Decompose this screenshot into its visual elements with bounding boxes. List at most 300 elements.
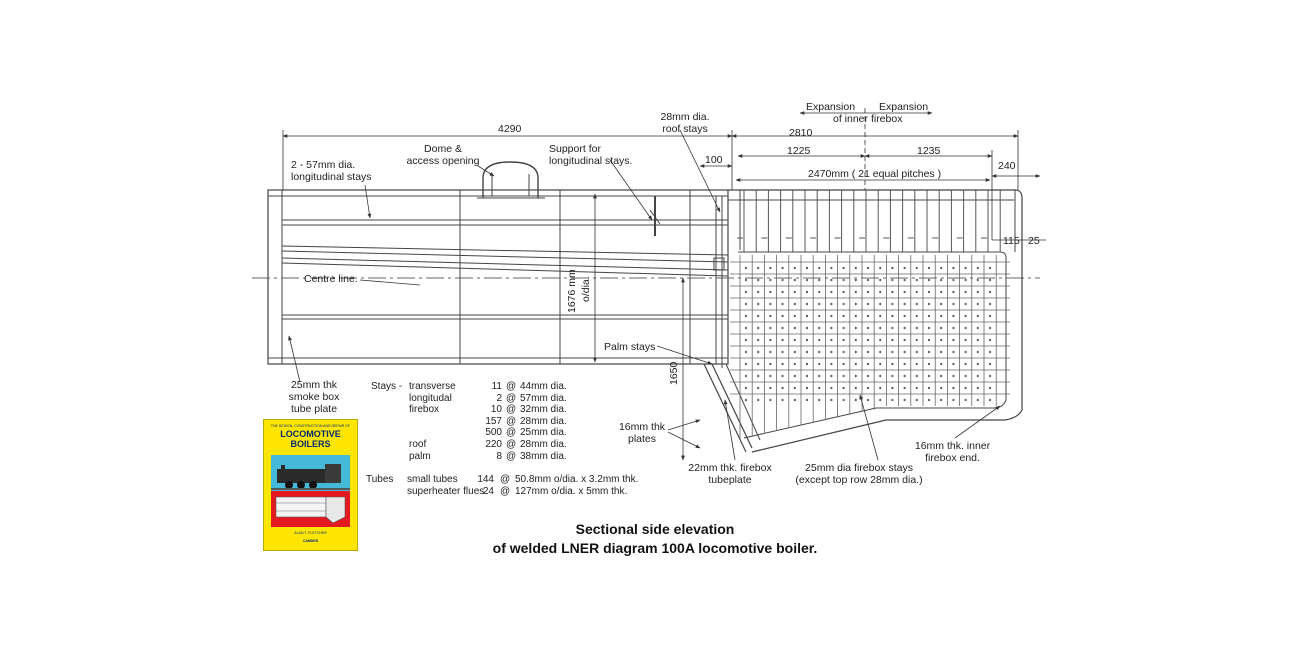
stays-row bbox=[408, 416, 608, 428]
stay-head bbox=[855, 399, 857, 401]
stay-head bbox=[806, 291, 808, 293]
stay-head bbox=[989, 279, 991, 281]
stay-head bbox=[891, 303, 893, 305]
stay-head bbox=[830, 327, 832, 329]
stay-head bbox=[830, 315, 832, 317]
stay-head bbox=[769, 315, 771, 317]
stay-head bbox=[989, 363, 991, 365]
tubes-row-at: @ bbox=[500, 474, 511, 485]
stay-head bbox=[891, 315, 893, 317]
smokebox-tubeplate-label: 25mm thk smoke box tube plate bbox=[288, 379, 340, 415]
stay-head bbox=[879, 291, 881, 293]
stay-head bbox=[928, 399, 930, 401]
stay-head bbox=[904, 387, 906, 389]
firebox-outer bbox=[728, 190, 1022, 452]
stays-row-size: 44mm dia. bbox=[520, 381, 567, 392]
stay-head bbox=[757, 351, 759, 353]
stay-head bbox=[977, 363, 979, 365]
stay-head bbox=[843, 387, 845, 389]
dim-1225: 1225 bbox=[787, 145, 811, 157]
stay-head bbox=[916, 399, 918, 401]
stays-row bbox=[408, 393, 608, 405]
stay-head bbox=[879, 387, 881, 389]
stays-row-size: 57mm dia. bbox=[520, 392, 567, 404]
stays-row-qty: 11 bbox=[491, 381, 502, 392]
stay-head bbox=[965, 291, 967, 293]
stay-head bbox=[782, 387, 784, 389]
stay-head bbox=[782, 279, 784, 281]
expansion-right: Expansion bbox=[879, 101, 929, 113]
stay-head bbox=[952, 339, 954, 341]
book-cover[interactable] bbox=[263, 419, 358, 551]
stay-head bbox=[794, 387, 796, 389]
palm-stays-label: Palm stays bbox=[604, 341, 656, 353]
roof-stays-label: 28mm dia. roof stays bbox=[660, 111, 710, 135]
stay-head bbox=[757, 315, 759, 317]
stay-head bbox=[977, 387, 979, 389]
stay-head bbox=[782, 315, 784, 317]
stay-head bbox=[928, 375, 930, 377]
stay-head bbox=[757, 291, 759, 293]
stay-head bbox=[830, 267, 832, 269]
dim-25: 25 bbox=[1028, 235, 1040, 247]
stay-head bbox=[928, 279, 930, 281]
stay-head bbox=[782, 327, 784, 329]
stay-head bbox=[989, 399, 991, 401]
stay-head bbox=[782, 375, 784, 377]
stay-head bbox=[769, 399, 771, 401]
stay-head bbox=[879, 375, 881, 377]
stay-head bbox=[855, 375, 857, 377]
stay-head bbox=[806, 279, 808, 281]
stay-head bbox=[940, 339, 942, 341]
stay-head bbox=[952, 399, 954, 401]
stay-head bbox=[757, 363, 759, 365]
stay-head bbox=[806, 315, 808, 317]
stay-head bbox=[806, 375, 808, 377]
stay-head bbox=[843, 375, 845, 377]
stay-head bbox=[830, 363, 832, 365]
longitudinal-stays-label: 2 - 57mm dia. longitudinal stays bbox=[291, 159, 372, 183]
stay-head bbox=[989, 303, 991, 305]
stay-head bbox=[843, 315, 845, 317]
stay-head bbox=[782, 291, 784, 293]
dim-100: 100 bbox=[705, 154, 723, 166]
stay-head bbox=[806, 339, 808, 341]
stay-head bbox=[928, 303, 930, 305]
stays-row-name: longitudal bbox=[409, 392, 452, 404]
stay-head bbox=[904, 279, 906, 281]
stay-head bbox=[965, 279, 967, 281]
stay-head bbox=[879, 303, 881, 305]
stay-head bbox=[904, 363, 906, 365]
stay-head bbox=[830, 387, 832, 389]
stay-head bbox=[916, 327, 918, 329]
stay-head bbox=[818, 399, 820, 401]
stays-row-qty: 2 bbox=[496, 392, 502, 404]
stay-head bbox=[952, 387, 954, 389]
inner-firebox-end-label: 16mm thk. inner firebox end. bbox=[914, 440, 991, 464]
stay-head bbox=[818, 375, 820, 377]
stay-head bbox=[879, 267, 881, 269]
roof-stays bbox=[737, 190, 1000, 252]
stay-head bbox=[855, 267, 857, 269]
stay-head bbox=[940, 303, 942, 305]
stay-head bbox=[989, 315, 991, 317]
stay-head bbox=[977, 279, 979, 281]
stay-head bbox=[757, 387, 759, 389]
stay-head bbox=[769, 303, 771, 305]
stay-head bbox=[879, 327, 881, 329]
tubes-row-size: 50.8mm o/dia. x 3.2mm thk. bbox=[515, 474, 639, 485]
stay-head bbox=[757, 339, 759, 341]
stay-head bbox=[904, 339, 906, 341]
stay-head bbox=[891, 291, 893, 293]
stay-head bbox=[940, 327, 942, 329]
stay-head bbox=[769, 267, 771, 269]
stay-head bbox=[952, 363, 954, 365]
stay-head bbox=[928, 327, 930, 329]
stay-head bbox=[952, 327, 954, 329]
stay-head bbox=[745, 387, 747, 389]
stay-head bbox=[745, 315, 747, 317]
stay-head bbox=[843, 327, 845, 329]
stay-head bbox=[843, 267, 845, 269]
firebox-tubeplate-label: 22mm thk. firebox tubeplate bbox=[688, 462, 772, 486]
stay-head bbox=[794, 279, 796, 281]
stay-head bbox=[940, 375, 942, 377]
stay-head bbox=[879, 339, 881, 341]
stay-head bbox=[855, 279, 857, 281]
stay-head bbox=[891, 339, 893, 341]
tubes-row-name: small tubes bbox=[407, 474, 458, 485]
tubes-row-name: superheater flues bbox=[407, 485, 485, 497]
stay-head bbox=[879, 363, 881, 365]
stay-head bbox=[879, 315, 881, 317]
stay-head bbox=[891, 375, 893, 377]
stay-head bbox=[940, 363, 942, 365]
stay-head bbox=[916, 267, 918, 269]
book-title-1: LOCOMOTIVE bbox=[280, 429, 341, 439]
stay-head bbox=[794, 291, 796, 293]
stay-head bbox=[965, 387, 967, 389]
stay-head bbox=[928, 339, 930, 341]
stay-head bbox=[818, 267, 820, 269]
stay-head bbox=[989, 327, 991, 329]
stays-row bbox=[408, 427, 608, 439]
stay-head bbox=[745, 375, 747, 377]
stay-head bbox=[782, 339, 784, 341]
stay-head bbox=[965, 351, 967, 353]
stay-head bbox=[745, 363, 747, 365]
stays-row-at: @ bbox=[506, 427, 517, 439]
stay-head bbox=[867, 351, 869, 353]
stay-head bbox=[940, 387, 942, 389]
caption-line-2: of welded LNER diagram 100A locomotive boiler. bbox=[492, 540, 818, 556]
stays-rows bbox=[408, 381, 608, 462]
dim-1235: 1235 bbox=[917, 145, 941, 157]
stay-head bbox=[891, 279, 893, 281]
stays-row-qty: 500 bbox=[485, 427, 502, 439]
stay-head bbox=[843, 291, 845, 293]
stay-head bbox=[904, 399, 906, 401]
stay-head bbox=[794, 339, 796, 341]
stay-head bbox=[867, 363, 869, 365]
tubes-row bbox=[406, 474, 666, 486]
support-label: Support for longitudinal stays. bbox=[549, 143, 633, 167]
dim-1650: 1650 bbox=[668, 361, 680, 385]
stays-row-at: @ bbox=[506, 415, 517, 427]
stay-head bbox=[769, 291, 771, 293]
stay-head bbox=[879, 399, 881, 401]
stays-row-at: @ bbox=[506, 381, 517, 392]
stay-head bbox=[855, 303, 857, 305]
centre-line-label: Centre line. bbox=[304, 273, 358, 285]
stay-head bbox=[891, 351, 893, 353]
stay-head bbox=[818, 363, 820, 365]
dome-label: Dome & access opening bbox=[406, 143, 480, 167]
stay-head bbox=[769, 327, 771, 329]
stays-row-name: roof bbox=[409, 438, 427, 450]
stay-head bbox=[782, 267, 784, 269]
stay-head bbox=[745, 291, 747, 293]
stay-head bbox=[794, 375, 796, 377]
stay-head bbox=[916, 279, 918, 281]
stay-head bbox=[757, 327, 759, 329]
stay-head bbox=[843, 279, 845, 281]
stay-head bbox=[745, 267, 747, 269]
drawing-caption bbox=[420, 520, 890, 558]
tubes-row-qty: 144 bbox=[477, 474, 494, 485]
expansion-left: Expansion bbox=[806, 101, 856, 113]
stay-head bbox=[940, 351, 942, 353]
stay-head bbox=[830, 375, 832, 377]
dim-1676-b: o/dia. bbox=[580, 276, 592, 302]
stay-head bbox=[904, 327, 906, 329]
stay-head bbox=[928, 291, 930, 293]
stay-head bbox=[855, 291, 857, 293]
tubes-row-qty: 24 bbox=[482, 485, 494, 497]
stay-head bbox=[806, 327, 808, 329]
stay-head bbox=[867, 375, 869, 377]
stay-head bbox=[952, 375, 954, 377]
stays-row-size: 28mm dia. bbox=[520, 438, 567, 450]
stays-row bbox=[408, 451, 608, 463]
stay-head bbox=[977, 291, 979, 293]
stay-head bbox=[940, 267, 942, 269]
stay-head bbox=[977, 339, 979, 341]
stay-head bbox=[989, 339, 991, 341]
caption-line-1: Sectional side elevation bbox=[575, 521, 735, 537]
stay-head bbox=[965, 363, 967, 365]
stay-head bbox=[794, 399, 796, 401]
boiler-section-image bbox=[271, 491, 350, 527]
stay-head bbox=[818, 291, 820, 293]
stay-head bbox=[855, 339, 857, 341]
stay-head bbox=[879, 351, 881, 353]
stay-head bbox=[965, 327, 967, 329]
stay-head bbox=[843, 303, 845, 305]
stay-head bbox=[867, 327, 869, 329]
stay-head bbox=[965, 399, 967, 401]
stay-head bbox=[916, 387, 918, 389]
stay-head bbox=[769, 339, 771, 341]
stay-head bbox=[891, 267, 893, 269]
stay-head bbox=[806, 351, 808, 353]
stay-head bbox=[818, 351, 820, 353]
stay-head bbox=[806, 267, 808, 269]
stay-head bbox=[977, 327, 979, 329]
stay-head bbox=[989, 375, 991, 377]
stay-head bbox=[830, 339, 832, 341]
stay-head bbox=[904, 315, 906, 317]
stay-head bbox=[745, 339, 747, 341]
stay-head bbox=[806, 303, 808, 305]
stay-head bbox=[904, 303, 906, 305]
stays-row-size: 25mm dia. bbox=[520, 427, 567, 439]
stay-head bbox=[916, 351, 918, 353]
stay-head bbox=[879, 279, 881, 281]
dim-240: 240 bbox=[998, 160, 1016, 172]
stays-row-size: 32mm dia. bbox=[520, 404, 567, 416]
stay-head bbox=[782, 303, 784, 305]
stay-head bbox=[818, 327, 820, 329]
stay-head bbox=[806, 363, 808, 365]
stay-head bbox=[830, 291, 832, 293]
stay-head bbox=[952, 315, 954, 317]
tubes-rows bbox=[406, 474, 666, 497]
stays-row-at: @ bbox=[506, 450, 517, 462]
stay-head bbox=[806, 399, 808, 401]
stay-head bbox=[928, 363, 930, 365]
stay-head bbox=[830, 399, 832, 401]
stays-row-name: firebox bbox=[409, 404, 440, 416]
stay-head bbox=[891, 387, 893, 389]
stays-row-size: 28mm dia. bbox=[520, 415, 567, 427]
stay-head bbox=[928, 315, 930, 317]
dim-115: 115 bbox=[1003, 235, 1020, 247]
tubes-table bbox=[366, 474, 406, 486]
stay-head bbox=[952, 303, 954, 305]
stay-head bbox=[830, 351, 832, 353]
stay-head bbox=[952, 267, 954, 269]
stay-head bbox=[830, 303, 832, 305]
stay-head bbox=[757, 279, 759, 281]
stay-head bbox=[843, 399, 845, 401]
dim-1676-a: 1676 mm bbox=[566, 269, 578, 313]
dim-4290: 4290 bbox=[498, 123, 522, 135]
stay-head bbox=[867, 315, 869, 317]
stay-head bbox=[940, 279, 942, 281]
stay-head bbox=[794, 351, 796, 353]
stay-head bbox=[965, 315, 967, 317]
stay-head bbox=[745, 399, 747, 401]
dim-2810: 2810 bbox=[789, 127, 813, 139]
expansion-caption: of inner firebox bbox=[833, 113, 903, 125]
stay-head bbox=[928, 387, 930, 389]
stays-row-size: 38mm dia. bbox=[520, 450, 567, 462]
stay-head bbox=[794, 267, 796, 269]
dim-2470: 2470mm ( 21 equal pitches ) bbox=[808, 168, 942, 180]
stay-head bbox=[818, 387, 820, 389]
stay-head bbox=[782, 363, 784, 365]
stay-head bbox=[769, 387, 771, 389]
stay-head bbox=[769, 279, 771, 281]
stay-head bbox=[745, 279, 747, 281]
stays-row bbox=[408, 439, 608, 451]
stay-head bbox=[977, 375, 979, 377]
book-publisher: CAMDEN bbox=[302, 539, 319, 543]
stay-head bbox=[904, 351, 906, 353]
book-title-2: BOILERS bbox=[290, 439, 331, 449]
stay-head bbox=[855, 327, 857, 329]
plates-label: 16mm thk plates bbox=[618, 421, 666, 445]
stays-row bbox=[408, 381, 608, 393]
stay-head bbox=[757, 303, 759, 305]
stay-head bbox=[867, 267, 869, 269]
stay-head bbox=[965, 375, 967, 377]
stay-head bbox=[818, 279, 820, 281]
stay-head bbox=[818, 303, 820, 305]
stay-head bbox=[855, 351, 857, 353]
stay-head bbox=[904, 375, 906, 377]
dome bbox=[483, 162, 538, 198]
stay-head bbox=[989, 387, 991, 389]
tubes-row bbox=[406, 486, 666, 498]
stay-head bbox=[916, 291, 918, 293]
stay-head bbox=[745, 327, 747, 329]
stays-row bbox=[408, 404, 608, 416]
stays-row-qty: 157 bbox=[485, 415, 502, 427]
book-subtitle: THE DESIGN, CONSTRUCTION AND REPAIR OF bbox=[270, 424, 351, 428]
stay-head bbox=[977, 303, 979, 305]
stay-head bbox=[977, 267, 979, 269]
stays-row-qty: 10 bbox=[490, 404, 502, 416]
stay-head bbox=[916, 303, 918, 305]
stay-head bbox=[794, 363, 796, 365]
stay-head bbox=[952, 291, 954, 293]
firebox-stays-label: 25mm dia firebox stays (except top row 28mm dia.) bbox=[795, 462, 923, 486]
stay-head bbox=[891, 363, 893, 365]
stay-head bbox=[977, 399, 979, 401]
stay-head bbox=[916, 315, 918, 317]
stay-head bbox=[843, 351, 845, 353]
stay-head bbox=[867, 279, 869, 281]
stay-head bbox=[867, 291, 869, 293]
stays-row-name: transverse bbox=[409, 381, 456, 392]
stay-head bbox=[891, 399, 893, 401]
stay-head bbox=[855, 387, 857, 389]
stay-head bbox=[782, 399, 784, 401]
stay-head bbox=[940, 399, 942, 401]
stay-head bbox=[977, 315, 979, 317]
tubes-heading: Tubes bbox=[366, 474, 394, 485]
stay-head bbox=[940, 291, 942, 293]
stays-row-at: @ bbox=[506, 404, 517, 416]
tubes-row-at: @ bbox=[500, 485, 511, 497]
stay-head bbox=[769, 363, 771, 365]
stay-head bbox=[867, 387, 869, 389]
stay-head bbox=[818, 315, 820, 317]
stay-head bbox=[769, 375, 771, 377]
stay-head bbox=[843, 339, 845, 341]
stay-head bbox=[928, 351, 930, 353]
stay-head bbox=[794, 303, 796, 305]
stay-head bbox=[855, 363, 857, 365]
stay-head bbox=[891, 327, 893, 329]
stays-row-at: @ bbox=[506, 438, 517, 450]
stay-head bbox=[989, 291, 991, 293]
